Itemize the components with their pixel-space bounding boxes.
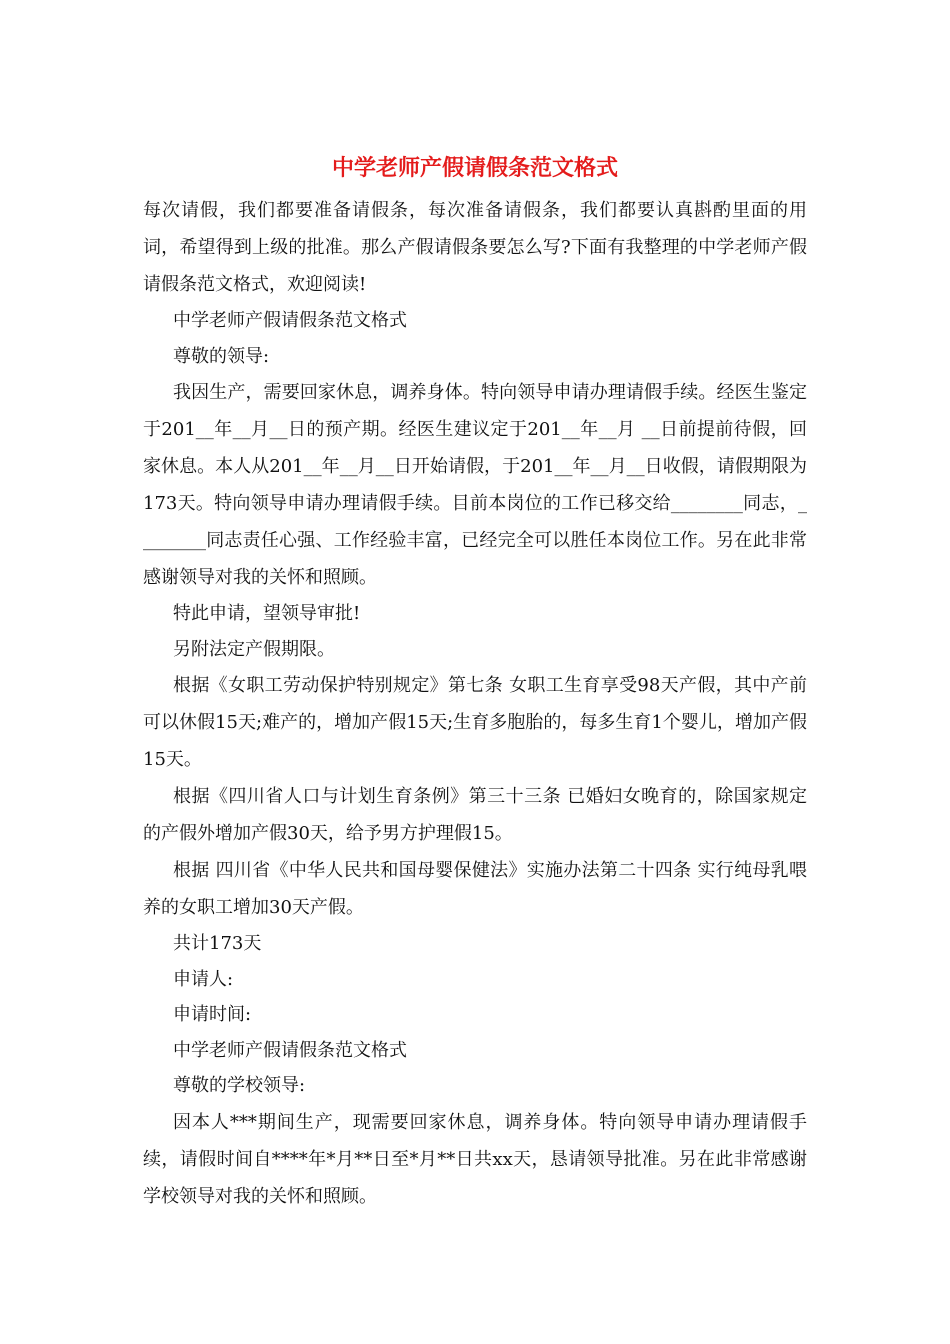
salutation-2: 尊敬的学校领导: (173, 1075, 306, 1096)
intro-paragraph: 每次请假，我们都要准备请假条，每次准备请假条，我们都要认真斟酌里面的用词，希望得到上级的批准。那么产假请假条要怎么写?下面有我整理的中学老师产假请假条范文格式，欢迎阅读! (143, 200, 807, 295)
section-heading-2: 中学老师产假请假条范文格式 (173, 1039, 407, 1061)
document-title: 中学老师产假请假条范文格式 (331, 155, 618, 181)
document-body (143, 192, 807, 1215)
applicant-line: 申请人: (173, 968, 234, 990)
regulation-paragraph-3: 根据 四川省《中华人民共和国母婴保健法》实施办法第二十四条 实行纯母乳喂养的女职工增加30天产假。 (143, 860, 807, 918)
attachment-note: 另附法定产假期限。 (173, 638, 335, 660)
closing-request: 特此申请，望领导审批! (173, 603, 361, 624)
letter-body-1: 我因生产，需要回家休息，调养身体。特向领导申请办理请假手续。经医生鉴定于201__年__月__日的预产期。经医生建议定于201__年__月 __日前提前待假，回家休息。本人从201__年__月__日开始请假，于201__年__月__日收假，请假期限为173天。特向领导申请办理请假手续。目前本岗位的工作已移交给________同志，________同志责任心强、工作经验丰富，已经完全可以胜任本岗位工作。另在此非常感谢领导对我的关怀和照顾。 (143, 382, 807, 588)
salutation-1: 尊敬的领导: (173, 345, 270, 367)
regulation-paragraph-2: 根据《四川省人口与计划生育条例》第三十三条 已婚妇女晚育的，除国家规定的产假外增加产假30天，给予男方护理假15。 (143, 786, 807, 844)
regulation-paragraph-1: 根据《女职工劳动保护特别规定》第七条 女职工生育享受98天产假，其中产前可以休假15天;难产的，增加产假15天;生育多胞胎的，每多生育1个婴儿，增加产假15天。 (143, 675, 807, 770)
total-days: 共计173天 (173, 933, 262, 954)
section-heading-1: 中学老师产假请假条范文格式 (173, 310, 407, 331)
letter-body-2: 因本人***期间生产，现需要回家休息，调养身体。特向领导申请办理请假手续，请假时间自****年*月**日至*月**日共xx天，恳请领导批准。另在此非常感谢学校领导对我的关怀和照顾。 (143, 1111, 807, 1207)
application-date-line: 申请时间: (173, 1004, 252, 1025)
